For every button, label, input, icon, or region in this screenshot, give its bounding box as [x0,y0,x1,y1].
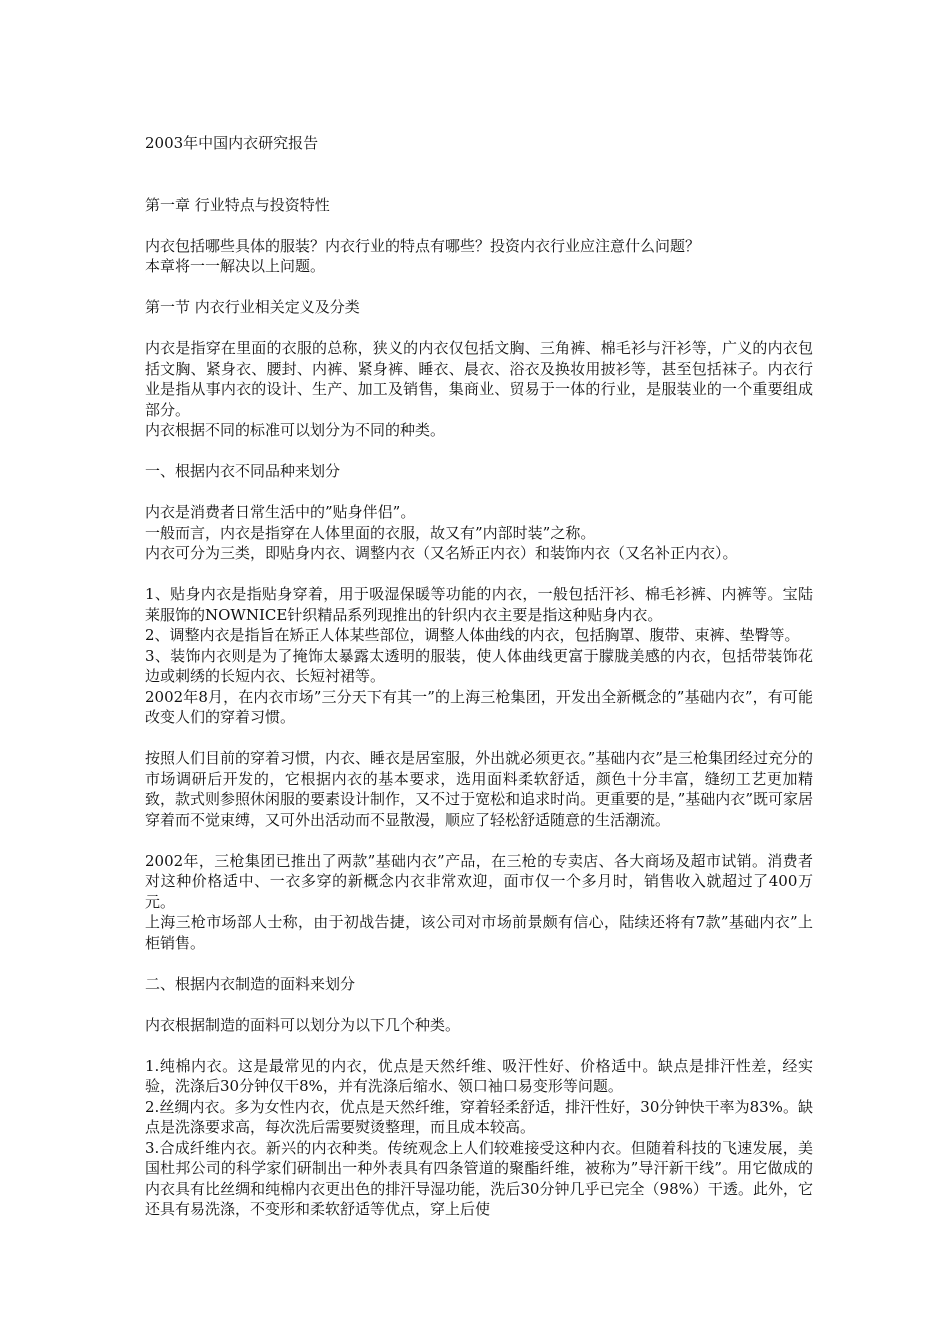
section-title: 第一节 内衣行业相关定义及分类 [145,298,360,316]
list-item: 1.纯棉内衣。这是最常见的内衣，优点是天然纤维、吸汗性好、价格适中。缺点是排汗性差，经实验，洗涤后30分钟仅干8%，并有洗涤后缩水、领口袖口易变形等问题。 [145,1056,813,1095]
intro-line-1: 内衣包括哪些具体的服装？内衣行业的特点有哪些？投资内衣行业应注意什么问题？ [145,236,701,255]
paragraph: 内衣可分为三类，即贴身内衣、调整内衣（又名矫正内衣）和装饰内衣（又名补正内衣）。 [145,544,738,562]
paragraph: 2002年，三枪集团已推出了两款”基础内衣”产品，在三枪的专卖店、各大商场及超市试销。消费者对这种价格适中、一衣多穿的新概念内衣非常欢迎，面市仅一个多月时，销售收入就超过了400万元。 [145,851,813,911]
document-page [145,133,813,1220]
subsection-title: 一、根据内衣不同品种来划分 [145,462,341,480]
paragraph: 按照人们目前的穿着习惯，内衣、睡衣是居室服，外出就必须更衣。”基础内衣”是三枪集团经过充分的市场调研后开发的，它根据内衣的基本要求，选用面料柔软舒适，颜色十分丰富，缝纫工艺更加精致，款式则参照休闲服的要素设计制作，又不过于宽松和追求时尚。更重要的是，”基础内衣”既可家居穿着而不觉束缚，又可外出活动而不显散漫，顺应了轻松舒适随意的生活潮流。 [145,749,813,829]
list-item: 3、装饰内衣则是为了掩饰太暴露太透明的服装，使人体曲线更富于朦胧美感的内衣，包括带装饰花边或刺绣的长短内衣、长短衬裙等。 [145,646,813,685]
paragraph: 内衣根据不同的标准可以划分为不同的种类。 [145,421,446,439]
list-item: 1、贴身内衣是指贴身穿着，用于吸湿保暖等功能的内衣，一般包括汗衫、棉毛衫裤、内裤等。宝陆莱服饰的NOWNICE针织精品系列现推出的针织内衣主要是指这种贴身内衣。 [145,585,813,624]
list-item: 2、调整内衣是指旨在矫正人体某些部位，调整人体曲线的内衣，包括胸罩、腹带、束裤、垫臀等。 [145,626,800,644]
list-item: 3.合成纤维内衣。新兴的内衣种类。传统观念上人们较难接受这种内衣。但随着科技的飞速发展，美国杜邦公司的科学家们研制出一种外表具有四条管道的聚酯纤维，被称为”导汗新干线”。用它做成的内衣具有比丝绸和纯棉内衣更出色的排汗导湿功能，洗后30分钟几乎已完全（98%）干透。此外，它还具有易洗涤，不变形和柔软舒适等优点，穿上后使 [145,1138,813,1218]
paragraph: 内衣是消费者日常生活中的”贴身伴侣”。 [145,503,416,521]
paragraph: 一般而言，内衣是指穿在人体里面的衣服，故又有”内部时装”之称。 [145,523,596,542]
paragraph: 2002年8月，在内衣市场”三分天下有其一”的上海三枪集团，开发出全新概念的”基础内衣”，有可能改变人们的穿着习惯。 [145,687,813,726]
intro-line-2: 本章将一一解决以上问题。 [145,257,326,275]
subsection-title: 二、根据内衣制造的面料来划分 [145,974,356,993]
list-item: 2.丝绸内衣。多为女性内衣，优点是天然纤维，穿着轻柔舒适，排汗性好，30分钟快干率为83%。缺点是洗涤要求高，每次洗后需要熨烫整理，而且成本较高。 [145,1097,813,1136]
document-title: 2003年中国内衣研究报告 [145,134,319,152]
paragraph: 上海三枪市场部人士称，由于初战告捷，该公司对市场前景颇有信心，陆续还将有7款”基础内衣”上柜销售。 [145,913,813,952]
paragraph: 内衣是指穿在里面的衣服的总称，狭义的内衣仅包括文胸、三角裤、棉毛衫与汗衫等，广义的内衣包括文胸、紧身衣、腰封、内裤、紧身裤、睡衣、晨衣、浴衣及换妆用披衫等，甚至包括袜子。内衣行业是指从事内衣的设计、生产、加工及销售，集商业、贸易于一体的行业，是服装业的一个重要组成部分。 [145,339,813,419]
chapter-title: 第一章 行业特点与投资特性 [145,195,330,214]
paragraph: 内衣根据制造的面料可以划分为以下几个种类。 [145,1015,461,1034]
